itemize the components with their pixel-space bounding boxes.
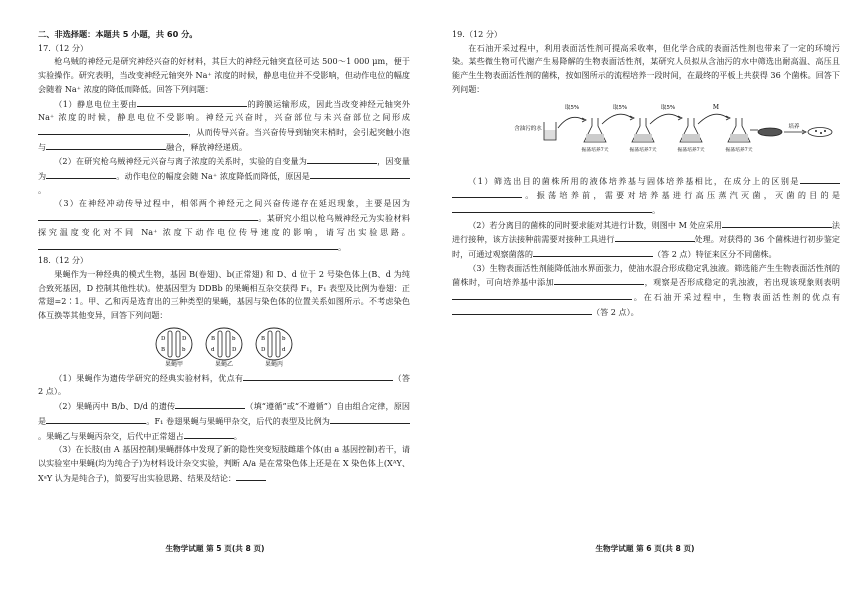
fly-b-figure [204, 327, 244, 369]
footer-text: 生物学试题 第 6 页(共 8 页) [595, 544, 695, 553]
answer-blank[interactable] [782, 218, 832, 228]
q18-p1a: （1）果蝇作为遗传学研究的经典实验材料，优点有 [54, 372, 244, 383]
flask-label: 振荡培养7天 [677, 147, 705, 153]
figure-caption: 果蝇甲 [164, 360, 183, 368]
q18-part3 [38, 443, 410, 485]
step-label: 取5% [564, 104, 580, 111]
right-column [452, 28, 840, 320]
q19-p3c: 。在石油开采过程中，生物表面活性剂的优点有 [632, 292, 840, 303]
q18-part2 [38, 399, 410, 443]
figure-caption: 果蝇丙 [264, 360, 283, 368]
q19-p1b: 。振荡培养前，需要对培养基进行高压蒸汽灭菌，灭菌的目的是 [522, 190, 840, 201]
answer-blank[interactable] [554, 275, 644, 285]
section-title: 二、非选择题：本题共 5 小题，共 60 分。 [38, 29, 198, 39]
chromosome-pair-diagram [254, 327, 294, 361]
q18-p1b: （答 2 点）。 [38, 372, 410, 397]
culture-flow-diagram [452, 100, 840, 170]
q19-p2b: 法进行接种，该方法接种前需要对接种工具进行 [452, 219, 840, 245]
q19-header: 19.（12 分） [452, 29, 503, 39]
flask-2 [602, 114, 654, 142]
q17-p3c: 。 [338, 241, 347, 252]
answer-blank[interactable] [175, 399, 245, 409]
chromosome-pair-diagram [204, 327, 244, 361]
q19-p3a: （3）生物表面活性剂能降低油水界面张力，使油水混合形成稳定乳浊液。筛选能产生生物表面活性剂的菌株时，可向培养基中添加 [452, 262, 840, 288]
q17-p3a: （3）在神经冲动传导过程中，相邻两个神经元之间兴奋传递存在延迟现象，主要是因为 [54, 198, 410, 209]
gene-label: D [261, 346, 266, 353]
q17-p1a: （1）静息电位主要由 [54, 98, 138, 109]
step-label: M [712, 103, 720, 111]
q17-p2b: ，因变量为 [38, 156, 410, 182]
answer-blank[interactable] [38, 125, 188, 135]
page-footer [430, 543, 860, 554]
flask-1 [558, 117, 606, 142]
gene-label: B [161, 346, 166, 353]
flask-3 [650, 114, 702, 142]
q19-p2c: 处理。对获得的 36 个菌株进行初步鉴定时，可通过观察菌落的 [452, 234, 840, 260]
q17-part3 [38, 197, 410, 254]
gene-label: b [282, 335, 286, 342]
answer-blank[interactable] [46, 169, 116, 179]
q18-p3: （3）在长肢(由 A 基因控制)果蝇群体中发现了新的隐性突变短肢雌雄个体(由 a 基因控制)若干，请以实验室中果蝇(均为纯合子)为材料设计杂交实验，判断 A/a 是在常染色体上还是在 X 染色体上(XᴬY、XᵃY 认为是纯合子)，简要写出实验思路、结果及结论： [38, 444, 410, 483]
answer-blank[interactable] [452, 290, 632, 300]
q19-p3d: （答 2 点）。 [592, 306, 639, 317]
answer-blank[interactable] [38, 240, 338, 250]
gene-label: d [211, 346, 215, 353]
q18-part1 [38, 371, 410, 399]
figure-caption: 果蝇乙 [214, 360, 233, 368]
gene-label: b [232, 335, 236, 342]
q18-p2e: 。 [233, 430, 242, 441]
answer-blank[interactable] [615, 232, 695, 242]
step-label: 取5% [660, 104, 676, 111]
q17-part1 [38, 97, 410, 155]
q17-p2a: （2）在研究枪乌贼神经元兴奋与离子浓度的关系时，实验的自变量为 [54, 156, 307, 167]
q19-part2 [452, 218, 840, 262]
petri-dish-2 [808, 127, 832, 136]
answer-blank[interactable] [236, 471, 266, 481]
q17-p1c: ，从而传导兴奋。当兴奋传导到轴突末梢时，会引起突触小泡与 [38, 126, 410, 152]
answer-blank[interactable] [452, 203, 652, 213]
gene-label: b [182, 346, 186, 353]
q17-intro: 枪乌贼的神经元是研究神经兴奋的好材料，其巨大的神经元轴突直径可达 500～1 000 μm，便于实验操作。研究表明，当改变神经元轴突外 Na⁺ 浓度的时候，静息电位并不受影响，但动作电位的幅度会随着 Na⁺ 浓度的降低而降低。回答下列问题： [38, 56, 410, 94]
answer-blank[interactable] [307, 154, 377, 164]
q17-p2c: 。动作电位的幅度会随 Na⁺ 浓度降低而降低，原因是 [116, 171, 310, 182]
gene-label: D [161, 335, 166, 342]
page-footer [0, 543, 430, 554]
q19-p1a: （1）筛选出目的菌株所用的液体培养基与固体培养基相比，在成分上的区别是 [468, 175, 800, 186]
q17-p3b: 。某研究小组以枪乌贼神经元为实验材料探究温度变化对不同 Na⁺ 浓度下动作电位传导速度的影响，请写出实验思路。 [38, 213, 410, 237]
q18-intro: 果蝇作为一种经典的模式生物，基因 B(卷翅)、b(正常翅) 和 D、d 位于 2 号染色体上(B、d 为纯合致死基因，D 控制其他性状)。使基因型为 DDBb 的果蝇相互杂交获得 F₁，F₁ 表型及比例为卷翅：正常翅=2∶1。甲、乙和丙是选育出的三种类型的果蝇，基因与染色体的位置关系如图所示。不考虑染色体互换等其他变异，回答下列问题： [38, 268, 410, 321]
q19-p1c: 。 [652, 204, 661, 215]
flow-diagram-svg [452, 100, 840, 170]
answer-blank[interactable] [452, 305, 592, 315]
footer-text: 生物学试题 第 5 页(共 8 页) [165, 544, 265, 553]
gene-label: B [261, 335, 266, 342]
q18-p2d: 。果蝇乙与果蝇丙杂交，后代中正常翅占 [38, 430, 184, 441]
answer-blank[interactable] [452, 188, 522, 198]
culture-label: 培养 [788, 123, 800, 130]
petri-dish-1 [758, 128, 782, 136]
answer-blank[interactable] [243, 371, 393, 381]
q18-p2a: （2）果蝇丙中 B/b、D/d 的遗传 [54, 401, 176, 412]
q18-p2c: 。F₁ 卷翅果蝇与果蝇甲杂交，后代的表型及比例为 [146, 415, 330, 426]
q17-part2 [38, 154, 410, 197]
answer-blank[interactable] [593, 247, 653, 257]
chromosome-pair-diagram [154, 327, 194, 361]
step-label: 取5% [612, 104, 628, 111]
flask-label: 振荡培养7天 [725, 147, 753, 153]
answer-blank[interactable] [46, 140, 166, 150]
q17-p2d: 。 [38, 184, 47, 195]
flask-4 [698, 114, 750, 142]
source-label: 含油污的水 [514, 125, 542, 132]
answer-blank[interactable] [330, 414, 410, 424]
q19-part1 [452, 174, 840, 218]
flask-label: 振荡培养7天 [629, 147, 657, 153]
q19-part3 [452, 262, 840, 320]
fly-a-figure [154, 327, 194, 369]
q19-p2d: （答 2 点）特征来区分不同菌株。 [652, 249, 777, 260]
chromosome-figures [38, 327, 410, 369]
gene-label: D [232, 346, 237, 353]
answer-blank[interactable] [38, 211, 258, 221]
q18-p2b: （填“遵循”或“不遵循”）自由组合定律，原因是 [38, 401, 410, 426]
answer-blank[interactable] [533, 247, 593, 257]
q17-header: 17.（12 分） [38, 42, 89, 53]
answer-blank[interactable] [137, 97, 247, 107]
answer-blank[interactable] [46, 414, 146, 424]
gene-label: d [282, 346, 286, 353]
answer-blank[interactable] [722, 218, 782, 228]
fly-c-figure [254, 327, 294, 369]
q19-p3b: ，观察是否形成稳定的乳浊液，若出现该现象则表明 [644, 277, 840, 288]
gene-label: B [211, 335, 216, 342]
gene-label: D [182, 335, 187, 342]
q18-header: 18.（12 分） [38, 255, 89, 266]
answer-blank[interactable] [310, 169, 410, 179]
flask-label: 振荡培养7天 [581, 147, 609, 153]
left-column [38, 28, 410, 485]
answer-blank[interactable] [184, 429, 234, 439]
answer-blank[interactable] [800, 174, 840, 184]
q17-p1b: 的跨膜运输形成，因此当改变神经元轴突外 Na⁺ 浓度的时候，静息电位不受影响。神经元兴奋时，兴奋部位与未兴奋部位之间形成 [38, 98, 410, 123]
q17-p1d: 融合，释放神经递质。 [166, 141, 248, 152]
q19-p2a: （2）若分离目的菌株的同时要求能对其进行计数，则图中 M 处应采用 [468, 219, 722, 230]
right-page [430, 0, 860, 608]
q19-intro: 在石油开采过程中，利用表面活性剂可提高采收率，但化学合成的表面活性剂也带来了一定的环境污染。某些微生物可代谢产生易降解的生物表面活性剂，某研究人员拟从含油污的水中筛选出耐高温、高压且能产生生物表面活性剂的菌株，按如图所示的流程培养一段时间，在最终的平板上共获得 36 个菌株。回答下列问题： [452, 42, 840, 94]
